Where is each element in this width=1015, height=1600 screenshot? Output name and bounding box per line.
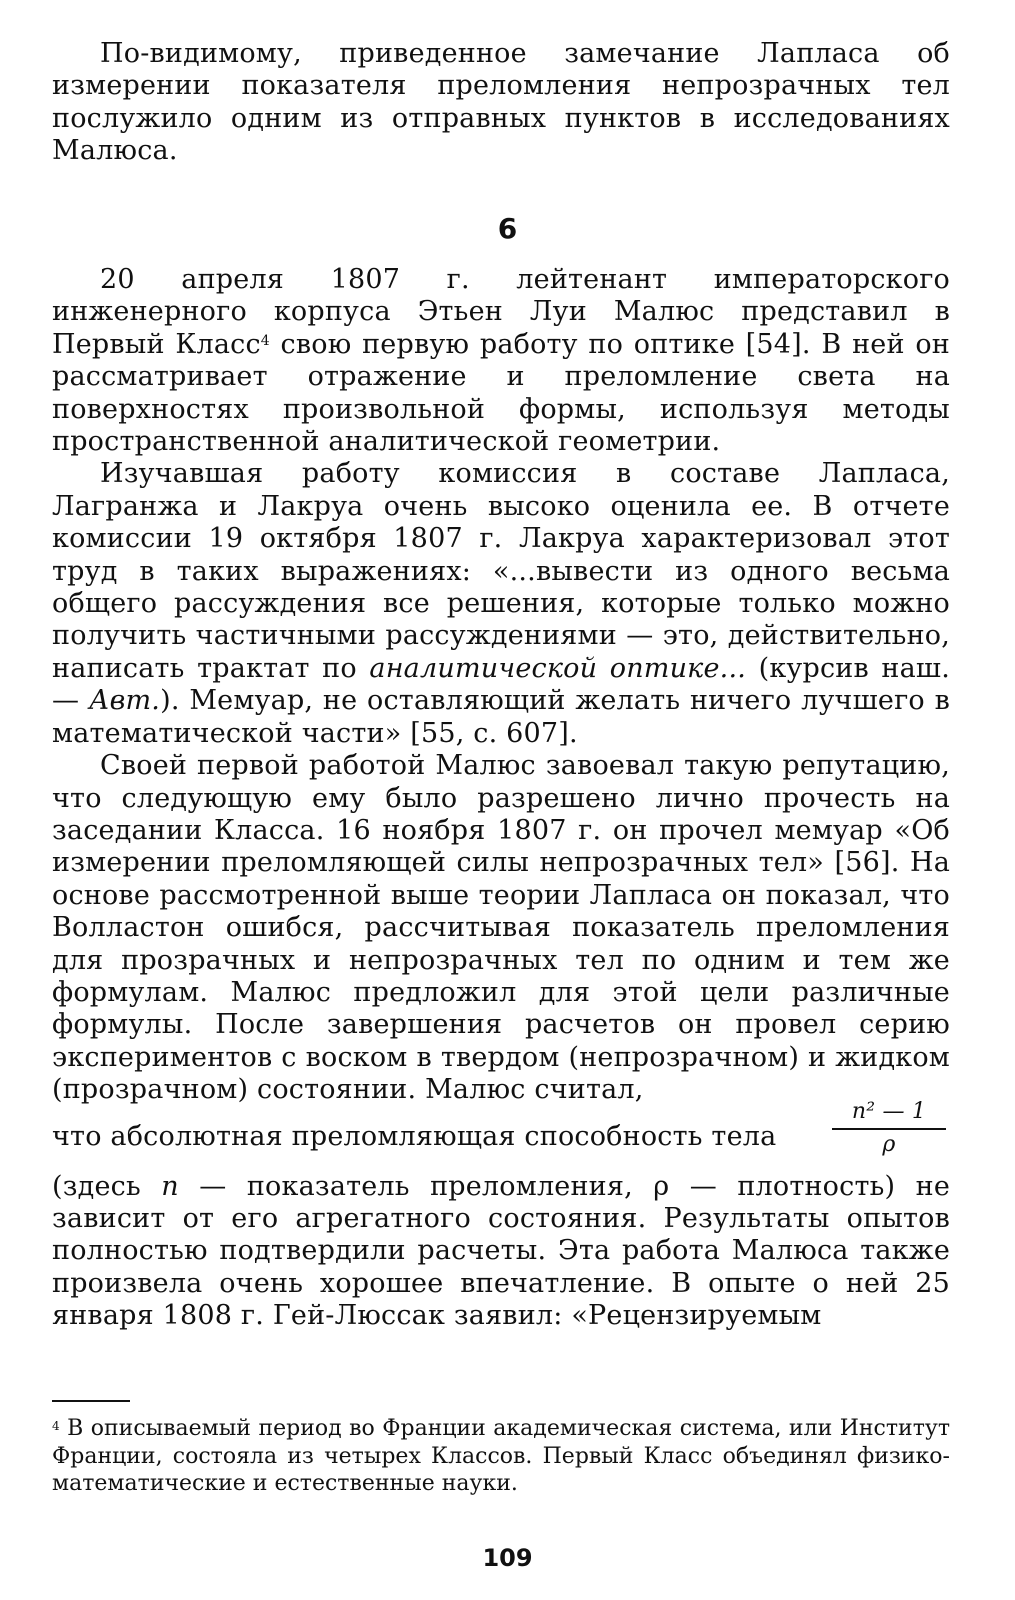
paragraph-2: [52, 458, 950, 750]
footnote: [52, 1415, 950, 1498]
paragraph-1: [52, 264, 950, 458]
main-text-block: [52, 264, 950, 1333]
variable-n: n: [161, 1170, 179, 1202]
continued-start: (здесь: [52, 1170, 162, 1202]
formula-line: [52, 1098, 950, 1171]
paragraph-3-continued: [52, 1171, 950, 1333]
italic-phrase: аналитической оптике...: [369, 652, 747, 684]
footnote-rule: [52, 1400, 130, 1402]
paragraph-3: Своей первой работой Малюс завоевал такую репутацию, что следующую ему было разрешено лично прочесть на заседании Класса. 16 ноября 1807 г. он прочел мемуар «Об измерении преломляющей силы непрозрачных тел» [56]. На основе рассмотренной выше теории Лапласа он показал, что Волластон ошибся, рассчитывая показатель преломления для прозрачных и непрозрачных тел по одним и тем же формулам. Малюс предложил для этой цели различные формулы. После завершения расчетов он провел серию экспериментов с воском в твердом (непрозрачном) и жидком (прозрачном) состоянии. Малюс считал,: [52, 750, 950, 1106]
paragraph-2-start: Изучавшая работу комиссия в составе Лапласа, Лагранжа и Лакруа очень высоко оценила ее. В отчете комиссии 19 октября 1807 г. Лакруа характеризовал этот труд в таких выражениях: «...вывести из одного весьма общего рассуждения все решения, которые только можно получить частичными рассуждениями — это, действительно, написать трактат по: [52, 458, 950, 684]
intro-text: По-видимому, приведенное замечание Лапласа об измерении показателя преломления непрозрачных тел послужило одним из отправных пунктов в исследованиях Малюса.: [52, 38, 950, 167]
formula-numerator: n² — 1: [851, 1098, 927, 1124]
footnote-number: 4: [52, 1419, 60, 1433]
author-abbrev: Авт.: [88, 685, 161, 717]
paragraph-1-start: 20 апреля 1807 г. лейтенант императорского инженерного корпуса Этьен Луи Малюс представил в Первый Класс: [52, 264, 950, 360]
section-number: 6: [497, 212, 518, 245]
paragraph-2-end: ). Мемуар, не оставляющий желать ничего лучшего в математической части» [55, с. 607].: [52, 685, 951, 749]
paragraph-2-middle: (курсив наш.—: [52, 652, 951, 717]
intro-paragraph: [52, 38, 950, 168]
formula-denominator: ρ: [882, 1131, 896, 1157]
fraction-bar: [832, 1128, 946, 1130]
refraction-formula: [830, 1099, 948, 1158]
formula-lead-text: что абсолютная преломляющая способность тела: [52, 1120, 777, 1152]
continued-end: — показатель преломления, ρ — плотность) не зависит от его агрегатного состояния. Результаты опытов полностью подтвердили расчеты. Эта работа Малюса также произвела очень хорошее впечатление. В опыте о ней 25 января 1808 г. Гей-Люссак заявил: «Рецензируемым: [52, 1170, 950, 1332]
paragraph-1-end: свою первую работу по оптике [54]. В ней он рассматривает отражение и преломление света на поверхностях произвольной формы, используя методы пространственной аналитической геометрии.: [52, 328, 950, 458]
footnote-text: В описываемый период во Франции академическая система, или Институт Франции, состояла из четырех Классов. Первый Класс объединял физико-математические и естественные науки.: [52, 1416, 950, 1496]
footnote-marker: 4: [260, 332, 270, 349]
page-number: 109: [482, 1544, 533, 1572]
